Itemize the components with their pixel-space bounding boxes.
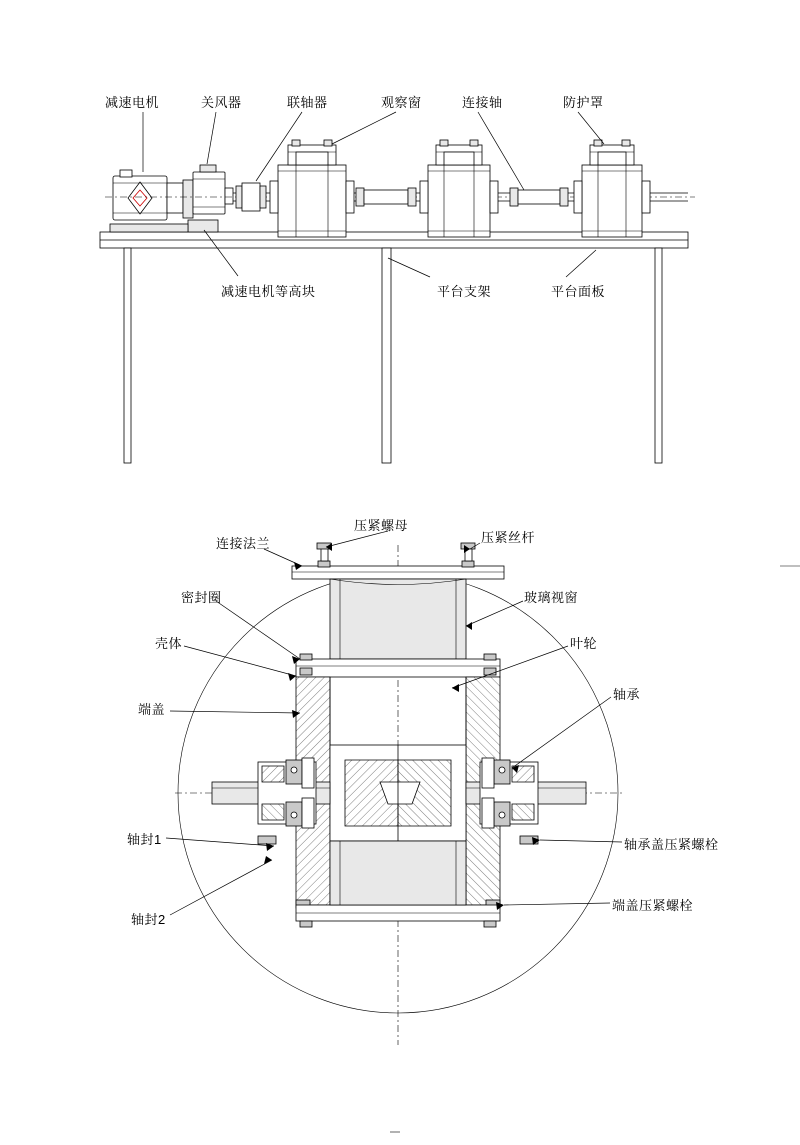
label-platform-frame: 平台支架 — [437, 284, 492, 299]
coupling-graphic — [236, 183, 266, 211]
right-bearing-assembly — [480, 758, 538, 828]
label-connecting-shaft: 连接轴 — [462, 95, 503, 110]
top-assembly-drawing — [100, 112, 695, 463]
label-air-shutter: 关风器 — [201, 95, 242, 110]
reducer-motor-graphic — [113, 165, 233, 220]
label-platform-panel: 平台面板 — [551, 284, 606, 299]
label-reducer-motor: 减速电机 — [105, 95, 160, 110]
label-seal-ring: 密封圈 — [181, 590, 222, 605]
label-end-cover: 端盖 — [138, 702, 166, 717]
label-end-cover-bolt: 端盖压紧螺栓 — [612, 898, 694, 913]
label-bearing-cap-bolt: 轴承盖压紧螺栓 — [624, 837, 719, 852]
label-coupling: 联轴器 — [287, 95, 328, 110]
protective-cover-unit — [574, 140, 650, 237]
label-shaft-seal-1: 轴封1 — [127, 832, 162, 847]
label-bearing: 轴承 — [613, 687, 641, 702]
label-protective-cover: 防护罩 — [563, 95, 604, 110]
label-glass-window: 玻璃视窗 — [524, 590, 579, 605]
left-bearing-assembly — [258, 758, 316, 828]
label-impeller: 叶轮 — [570, 636, 598, 651]
label-connecting-flange: 连接法兰 — [216, 536, 271, 551]
label-housing: 壳体 — [155, 636, 183, 651]
label-clamp-nut: 压紧螺母 — [354, 518, 409, 533]
connecting-shaft-2 — [510, 188, 568, 206]
label-observation-window: 观察窗 — [381, 95, 422, 110]
label-clamp-screw: 压紧丝杆 — [481, 530, 536, 545]
observation-window-unit-1 — [270, 140, 354, 237]
label-shaft-seal-2: 轴封2 — [131, 912, 166, 927]
observation-window-unit-2 — [420, 140, 498, 237]
bottom-section-drawing — [166, 531, 625, 1045]
label-motor-riser-block: 减速电机等高块 — [221, 284, 316, 299]
connecting-shaft-1 — [356, 188, 416, 206]
